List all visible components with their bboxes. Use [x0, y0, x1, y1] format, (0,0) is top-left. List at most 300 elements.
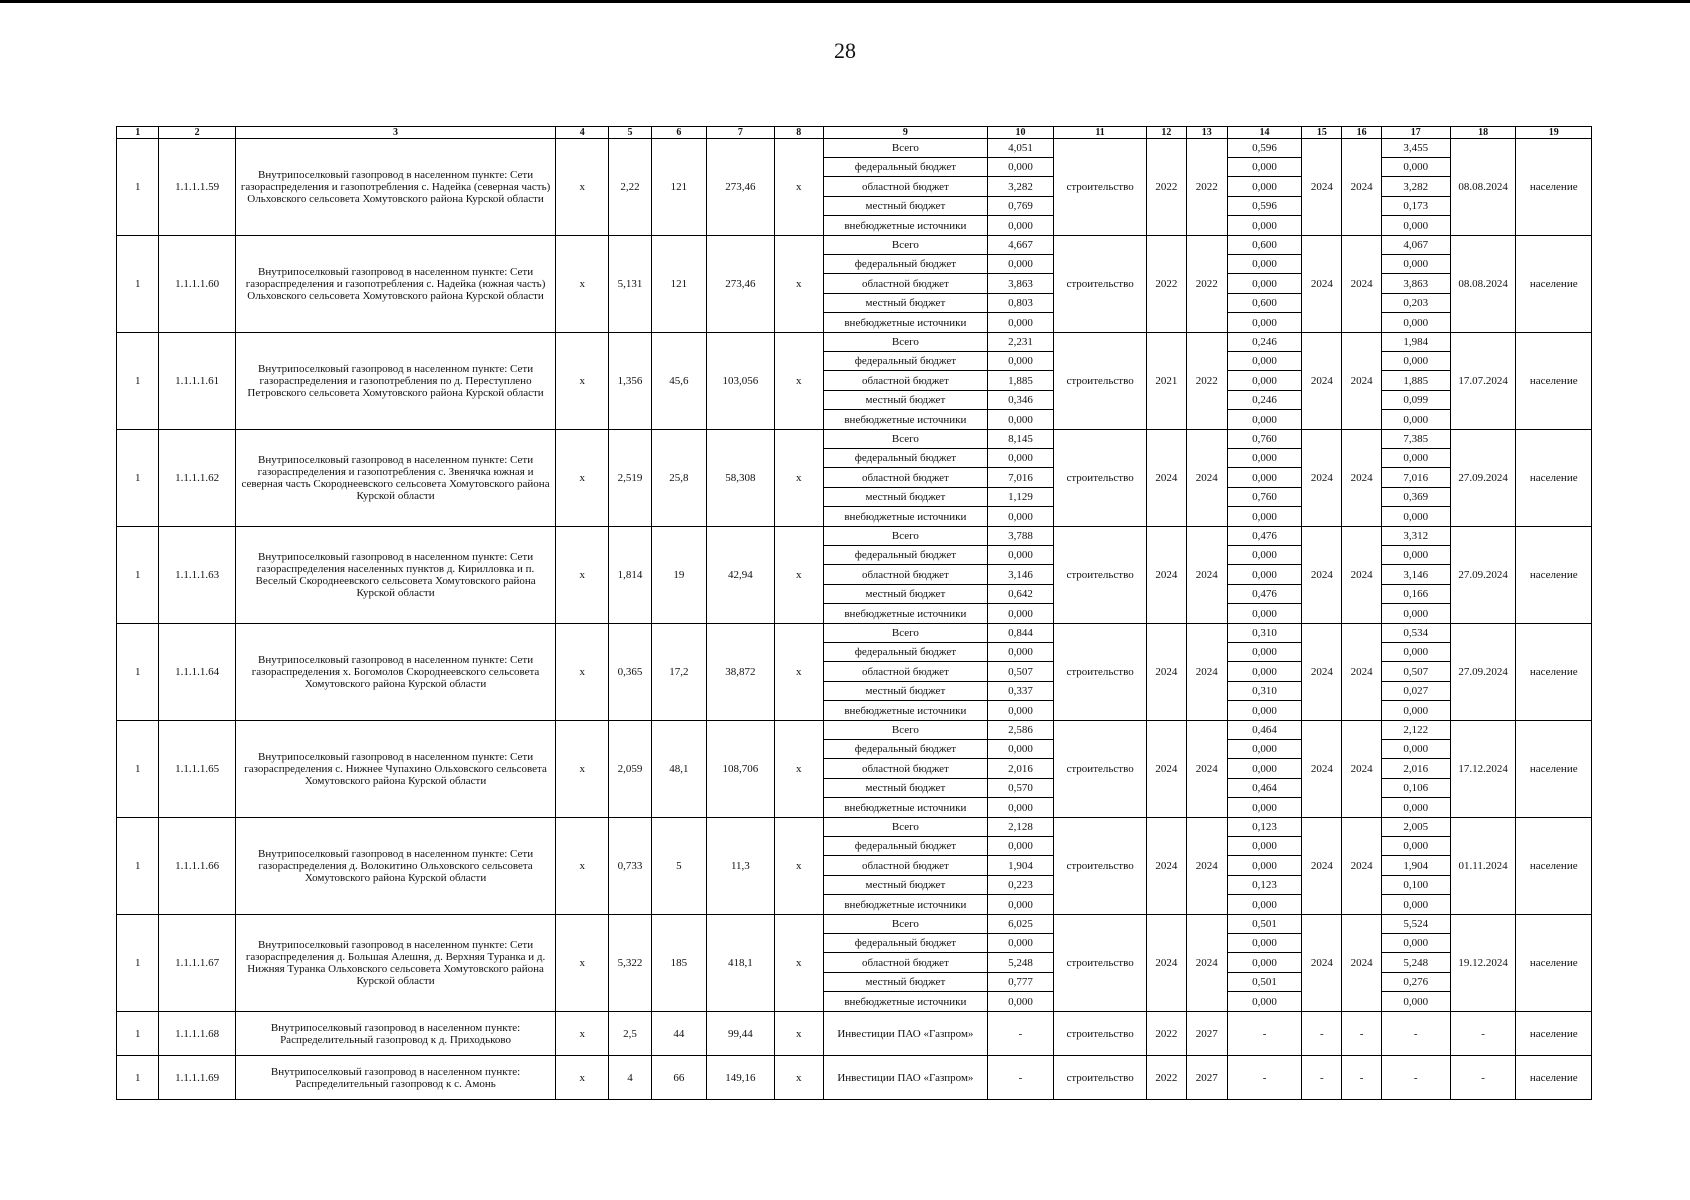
cell-col10: 5,248: [988, 953, 1054, 973]
cell-col5: 2,519: [609, 430, 651, 527]
cell-col1: 1: [117, 624, 159, 721]
funding-source: местный бюджет: [823, 488, 987, 507]
beneficiary: население: [1516, 915, 1592, 1012]
cell-col14: 0,596: [1227, 197, 1301, 216]
cell-col17: 0,000: [1381, 798, 1450, 818]
cell-col15: 2024: [1302, 915, 1342, 1012]
cell-col8: х: [774, 139, 823, 236]
cell-col1: 1: [117, 818, 159, 915]
table-row: [117, 1056, 1592, 1100]
completion-date: 17.07.2024: [1450, 333, 1516, 430]
cell-col14: 0,000: [1227, 798, 1301, 818]
completion-date: 08.08.2024: [1450, 236, 1516, 333]
cell-col10: 0,000: [988, 507, 1054, 527]
funding-source: внебюджетные источники: [823, 895, 987, 915]
cell-col14: 0,501: [1227, 973, 1301, 992]
cell-col17: 0,000: [1381, 992, 1450, 1012]
cell-col1: 1: [117, 139, 159, 236]
funding-source: областной бюджет: [823, 953, 987, 973]
work-type: строительство: [1053, 915, 1146, 1012]
column-header-1: 1: [117, 127, 159, 139]
object-code: 1.1.1.1.62: [159, 430, 235, 527]
cell-col17: 5,524: [1381, 915, 1450, 934]
cell-col7: 58,308: [706, 430, 774, 527]
cell-col17: 0,027: [1381, 682, 1450, 701]
cell-col14: 0,000: [1227, 507, 1301, 527]
work-type: строительство: [1053, 527, 1146, 624]
cell-col14: 0,000: [1227, 546, 1301, 565]
funding-source: внебюджетные источники: [823, 798, 987, 818]
cell-col17: 1,885: [1381, 371, 1450, 391]
cell-c18: -: [1450, 1012, 1516, 1056]
funding-source: внебюджетные источники: [823, 507, 987, 527]
table-row: [117, 624, 1592, 643]
cell-col13: 2024: [1186, 527, 1227, 624]
cell-col16: 2024: [1342, 721, 1381, 818]
funding-source: внебюджетные источники: [823, 313, 987, 333]
cell-col14: 0,000: [1227, 216, 1301, 236]
column-header-14: 14: [1227, 127, 1301, 139]
object-name: Внутрипоселковый газопровод в населенном пункте: Сети газораспределения и газопотребления с. Звенячка южная и северная часть Скороднеевского сельсовета Хомутовского района Курской области: [235, 430, 555, 527]
column-header-13: 13: [1186, 127, 1227, 139]
cell-col14: 0,000: [1227, 468, 1301, 488]
cell-col17: 0,000: [1381, 604, 1450, 624]
work-type: строительство: [1053, 721, 1146, 818]
cell-col5: 5,322: [609, 915, 651, 1012]
column-header-8: 8: [774, 127, 823, 139]
cell-col14: 0,476: [1227, 585, 1301, 604]
cell-col14: 0,600: [1227, 294, 1301, 313]
cell-col17: 0,000: [1381, 352, 1450, 371]
cell-c1: 1: [117, 1012, 159, 1056]
column-header-17: 17: [1381, 127, 1450, 139]
cell-c1: 1: [117, 1056, 159, 1100]
cell-col17: 0,276: [1381, 973, 1450, 992]
cell-col8: х: [774, 721, 823, 818]
completion-date: 19.12.2024: [1450, 915, 1516, 1012]
cell-c10: -: [988, 1056, 1054, 1100]
funding-source: Всего: [823, 624, 987, 643]
cell-col17: 0,000: [1381, 895, 1450, 915]
cell-col13: 2022: [1186, 139, 1227, 236]
cell-col16: 2024: [1342, 139, 1381, 236]
cell-col7: 11,3: [706, 818, 774, 915]
cell-col17: 0,203: [1381, 294, 1450, 313]
cell-col14: 0,000: [1227, 255, 1301, 274]
cell-col14: 0,760: [1227, 488, 1301, 507]
cell-col1: 1: [117, 721, 159, 818]
object-name: Внутрипоселковый газопровод в населенном пункте: Сети газораспределения с. Нижнее Чупахино Ольховского сельсовета Хомутовского района Курской области: [235, 721, 555, 818]
cell-col12: 2024: [1147, 818, 1186, 915]
table-row: [117, 139, 1592, 158]
cell-col14: 0,123: [1227, 818, 1301, 837]
cell-col17: 0,000: [1381, 313, 1450, 333]
funding-source: областной бюджет: [823, 565, 987, 585]
cell-c10: -: [988, 1012, 1054, 1056]
funding-source: федеральный бюджет: [823, 449, 987, 468]
cell-col17: 0,106: [1381, 779, 1450, 798]
cell-col17: 0,166: [1381, 585, 1450, 604]
cell-col17: 0,000: [1381, 449, 1450, 468]
funding-source: местный бюджет: [823, 973, 987, 992]
funding-source: внебюджетные источники: [823, 992, 987, 1012]
cell-col4: х: [556, 721, 609, 818]
cell-col17: 3,863: [1381, 274, 1450, 294]
cell-col4: х: [556, 139, 609, 236]
cell-col1: 1: [117, 333, 159, 430]
cell-col14: 0,310: [1227, 682, 1301, 701]
object-name: Внутрипоселковый газопровод в населенном пункте: Сети газораспределения и газопотребления по д. Переступлено Петровского сельсовета Хомутовского района Курской области: [235, 333, 555, 430]
cell-col6: 5: [651, 818, 706, 915]
column-header-6: 6: [651, 127, 706, 139]
object-code: 1.1.1.1.65: [159, 721, 235, 818]
cell-c4: х: [556, 1056, 609, 1100]
cell-col10: 0,844: [988, 624, 1054, 643]
column-header-10: 10: [988, 127, 1054, 139]
cell-col10: 0,000: [988, 216, 1054, 236]
object-name: Внутрипоселковый газопровод в населенном пункте: Сети газораспределения населенных пунктов д. Кирилловка и п. Веселый Скороднеевского сельсовета Хомутовского района Курской области: [235, 527, 555, 624]
cell-col14: 0,000: [1227, 759, 1301, 779]
cell-c7: 149,16: [706, 1056, 774, 1100]
cell-c8: х: [774, 1056, 823, 1100]
cell-col17: 2,122: [1381, 721, 1450, 740]
column-header-9: 9: [823, 127, 987, 139]
cell-c13: 2027: [1186, 1056, 1227, 1100]
cell-c15: -: [1302, 1056, 1342, 1100]
cell-col7: 273,46: [706, 139, 774, 236]
cell-col10: 0,000: [988, 740, 1054, 759]
cell-c15: -: [1302, 1012, 1342, 1056]
cell-col14: 0,000: [1227, 449, 1301, 468]
cell-col14: 0,000: [1227, 313, 1301, 333]
cell-col10: 0,570: [988, 779, 1054, 798]
cell-col12: 2021: [1147, 333, 1186, 430]
funding-source: местный бюджет: [823, 294, 987, 313]
column-header-2: 2: [159, 127, 235, 139]
funding-source: областной бюджет: [823, 759, 987, 779]
cell-col4: х: [556, 915, 609, 1012]
cell-col14: 0,476: [1227, 527, 1301, 546]
cell-col14: 0,000: [1227, 895, 1301, 915]
cell-col10: 0,507: [988, 662, 1054, 682]
cell-col15: 2024: [1302, 527, 1342, 624]
cell-col13: 2024: [1186, 624, 1227, 721]
object-code: 1.1.1.1.60: [159, 236, 235, 333]
cell-col10: 4,051: [988, 139, 1054, 158]
cell-col5: 2,22: [609, 139, 651, 236]
cell-col15: 2024: [1302, 139, 1342, 236]
table-row: [117, 1012, 1592, 1056]
cell-col17: 0,000: [1381, 643, 1450, 662]
cell-col10: 4,667: [988, 236, 1054, 255]
cell-col17: 4,067: [1381, 236, 1450, 255]
cell-col10: 0,000: [988, 352, 1054, 371]
funding-source: областной бюджет: [823, 274, 987, 294]
cell-col17: 2,016: [1381, 759, 1450, 779]
cell-col16: 2024: [1342, 236, 1381, 333]
column-header-3: 3: [235, 127, 555, 139]
cell-col10: 6,025: [988, 915, 1054, 934]
funding-source: Всего: [823, 430, 987, 449]
funding-source: федеральный бюджет: [823, 934, 987, 953]
cell-col16: 2024: [1342, 430, 1381, 527]
cell-col17: 1,984: [1381, 333, 1450, 352]
cell-col17: 0,100: [1381, 876, 1450, 895]
cell-col14: 0,000: [1227, 953, 1301, 973]
column-header-4: 4: [556, 127, 609, 139]
object-name: Внутрипоселковый газопровод в населенном пункте: Сети газораспределения х. Богомолов Скороднеевского сельсовета Хомутовского района Курской области: [235, 624, 555, 721]
cell-col6: 19: [651, 527, 706, 624]
cell-col14: 0,000: [1227, 992, 1301, 1012]
cell-col14: 0,464: [1227, 721, 1301, 740]
table-row: [117, 430, 1592, 449]
cell-col7: 103,056: [706, 333, 774, 430]
header-row: [117, 127, 1592, 139]
column-header-11: 11: [1053, 127, 1146, 139]
cell-col10: 0,000: [988, 643, 1054, 662]
cell-col10: 0,000: [988, 992, 1054, 1012]
cell-col4: х: [556, 818, 609, 915]
funding-source: местный бюджет: [823, 779, 987, 798]
cell-col17: 0,000: [1381, 216, 1450, 236]
beneficiary: население: [1516, 139, 1592, 236]
funding-source: областной бюджет: [823, 662, 987, 682]
work-type: строительство: [1053, 139, 1146, 236]
object-name: Внутрипоселковый газопровод в населенном пункте: Сети газораспределения д. Большая Алешня, д. Верхняя Туранка и д. Нижняя Туранка Ольховского сельсовета Хомутовского района Курской области: [235, 915, 555, 1012]
completion-date: 08.08.2024: [1450, 139, 1516, 236]
funding-source: Всего: [823, 818, 987, 837]
completion-date: 01.11.2024: [1450, 818, 1516, 915]
beneficiary: население: [1516, 721, 1592, 818]
cell-col14: 0,596: [1227, 139, 1301, 158]
funding-source: Инвестиции ПАО «Газпром»: [823, 1056, 987, 1100]
object-name: Внутрипоселковый газопровод в населенном пункте: Сети газораспределения д. Волокитино Ольховского сельсовета Хомутовского района Курской области: [235, 818, 555, 915]
funding-source: местный бюджет: [823, 682, 987, 701]
funding-source: Всего: [823, 527, 987, 546]
beneficiary: население: [1516, 624, 1592, 721]
funding-source: Всего: [823, 139, 987, 158]
object-code: 1.1.1.1.61: [159, 333, 235, 430]
cell-col17: 0,000: [1381, 546, 1450, 565]
cell-col13: 2022: [1186, 333, 1227, 430]
cell-col14: 0,000: [1227, 662, 1301, 682]
cell-col10: 1,129: [988, 488, 1054, 507]
cell-col7: 418,1: [706, 915, 774, 1012]
cell-col5: 0,733: [609, 818, 651, 915]
cell-col17: 0,000: [1381, 934, 1450, 953]
cell-col16: 2024: [1342, 915, 1381, 1012]
column-header-19: 19: [1516, 127, 1592, 139]
cell-col4: х: [556, 527, 609, 624]
funding-source: областной бюджет: [823, 468, 987, 488]
beneficiary: население: [1516, 527, 1592, 624]
work-type: строительство: [1053, 430, 1146, 527]
object-code: 1.1.1.1.67: [159, 915, 235, 1012]
funding-source: федеральный бюджет: [823, 158, 987, 177]
cell-col14: 0,000: [1227, 934, 1301, 953]
cell-col17: 3,455: [1381, 139, 1450, 158]
cell-col16: 2024: [1342, 818, 1381, 915]
beneficiary: население: [1516, 1012, 1592, 1056]
cell-col1: 1: [117, 236, 159, 333]
funding-source: внебюджетные источники: [823, 701, 987, 721]
cell-col6: 45,6: [651, 333, 706, 430]
cell-col12: 2024: [1147, 624, 1186, 721]
funding-source: областной бюджет: [823, 856, 987, 876]
funding-source: Всего: [823, 333, 987, 352]
cell-col12: 2024: [1147, 430, 1186, 527]
cell-col5: 5,131: [609, 236, 651, 333]
cell-col17: 7,385: [1381, 430, 1450, 449]
cell-col7: 108,706: [706, 721, 774, 818]
page-number: 28: [834, 38, 856, 63]
object-code: 1.1.1.1.66: [159, 818, 235, 915]
cell-col4: х: [556, 430, 609, 527]
cell-col5: 1,814: [609, 527, 651, 624]
cell-col10: 3,282: [988, 177, 1054, 197]
object-code: 1.1.1.1.68: [159, 1012, 235, 1056]
cell-col17: 0,000: [1381, 837, 1450, 856]
funding-source: Всего: [823, 236, 987, 255]
object-name: Внутрипоселковый газопровод в населенном пункте: Сети газораспределения и газопотребления с. Надейка (северная часть) Ольховского сельсовета Хомутовского района Курской области: [235, 139, 555, 236]
cell-col10: 2,231: [988, 333, 1054, 352]
table-body: [117, 139, 1592, 1100]
cell-col14: 0,000: [1227, 371, 1301, 391]
cell-col10: 0,346: [988, 391, 1054, 410]
cell-col10: 2,128: [988, 818, 1054, 837]
cell-c16: -: [1342, 1012, 1381, 1056]
completion-date: 27.09.2024: [1450, 624, 1516, 721]
completion-date: 27.09.2024: [1450, 430, 1516, 527]
cell-col5: 1,356: [609, 333, 651, 430]
cell-col17: 0,000: [1381, 255, 1450, 274]
cell-col13: 2024: [1186, 430, 1227, 527]
cell-col14: 0,246: [1227, 333, 1301, 352]
cell-col10: 0,000: [988, 798, 1054, 818]
cell-col13: 2022: [1186, 236, 1227, 333]
cell-col10: 0,803: [988, 294, 1054, 313]
cell-col6: 17,2: [651, 624, 706, 721]
cell-col10: 0,000: [988, 604, 1054, 624]
funding-source: внебюджетные источники: [823, 410, 987, 430]
cell-c8: х: [774, 1012, 823, 1056]
cell-col17: 3,146: [1381, 565, 1450, 585]
cell-col10: 0,000: [988, 410, 1054, 430]
cell-col10: 2,586: [988, 721, 1054, 740]
cell-col15: 2024: [1302, 236, 1342, 333]
cell-col5: 0,365: [609, 624, 651, 721]
cell-col4: х: [556, 236, 609, 333]
cell-col15: 2024: [1302, 818, 1342, 915]
cell-col16: 2024: [1342, 333, 1381, 430]
funding-source: местный бюджет: [823, 876, 987, 895]
object-name: Внутрипоселковый газопровод в населенном пункте: Сети газораспределения и газопотребления с. Надейка (южная часть) Ольховского сельсовета Хомутовского района Курской области: [235, 236, 555, 333]
cell-col17: 0,369: [1381, 488, 1450, 507]
cell-c18: -: [1450, 1056, 1516, 1100]
cell-col10: 2,016: [988, 759, 1054, 779]
cell-c14: -: [1227, 1012, 1301, 1056]
cell-col17: 0,507: [1381, 662, 1450, 682]
cell-col14: 0,501: [1227, 915, 1301, 934]
cell-col10: 0,000: [988, 837, 1054, 856]
work-type: строительство: [1053, 1012, 1146, 1056]
object-code: 1.1.1.1.63: [159, 527, 235, 624]
cell-col17: 5,248: [1381, 953, 1450, 973]
cell-col10: 3,788: [988, 527, 1054, 546]
work-type: строительство: [1053, 333, 1146, 430]
object-code: 1.1.1.1.59: [159, 139, 235, 236]
cell-col17: 0,000: [1381, 701, 1450, 721]
column-header-7: 7: [706, 127, 774, 139]
cell-col10: 3,146: [988, 565, 1054, 585]
cell-col10: 0,337: [988, 682, 1054, 701]
cell-col17: 2,005: [1381, 818, 1450, 837]
cell-col4: х: [556, 333, 609, 430]
cell-col15: 2024: [1302, 721, 1342, 818]
funding-source: федеральный бюджет: [823, 255, 987, 274]
cell-col10: 0,642: [988, 585, 1054, 604]
object-name: Внутрипоселковый газопровод в населенном пункте: Распределительный газопровод к с. Амонь: [235, 1056, 555, 1100]
cell-col6: 121: [651, 139, 706, 236]
cell-col14: 0,000: [1227, 837, 1301, 856]
completion-date: 17.12.2024: [1450, 721, 1516, 818]
cell-col17: 1,904: [1381, 856, 1450, 876]
cell-col6: 121: [651, 236, 706, 333]
funding-source: федеральный бюджет: [823, 740, 987, 759]
cell-col14: 0,464: [1227, 779, 1301, 798]
cell-col14: 0,246: [1227, 391, 1301, 410]
cell-col5: 2,059: [609, 721, 651, 818]
cell-col10: 0,769: [988, 197, 1054, 216]
cell-c6: 66: [651, 1056, 706, 1100]
work-type: строительство: [1053, 236, 1146, 333]
cell-c12: 2022: [1147, 1012, 1186, 1056]
cell-col6: 48,1: [651, 721, 706, 818]
table-row: [117, 818, 1592, 837]
cell-col14: 0,000: [1227, 177, 1301, 197]
cell-col17: 0,173: [1381, 197, 1450, 216]
cell-col10: 0,000: [988, 255, 1054, 274]
cell-col10: 0,777: [988, 973, 1054, 992]
table-row: [117, 333, 1592, 352]
cell-col10: 0,000: [988, 313, 1054, 333]
cell-col14: 0,000: [1227, 740, 1301, 759]
cell-col15: 2024: [1302, 333, 1342, 430]
cell-col1: 1: [117, 430, 159, 527]
cell-col8: х: [774, 818, 823, 915]
beneficiary: население: [1516, 236, 1592, 333]
cell-c17: -: [1381, 1012, 1450, 1056]
funding-source: внебюджетные источники: [823, 604, 987, 624]
cell-col10: 0,000: [988, 701, 1054, 721]
cell-col10: 1,904: [988, 856, 1054, 876]
page-top-border: [0, 0, 1690, 3]
cell-col10: 3,863: [988, 274, 1054, 294]
funding-source: Всего: [823, 915, 987, 934]
cell-col14: 0,000: [1227, 410, 1301, 430]
cell-col17: 3,282: [1381, 177, 1450, 197]
cell-col4: х: [556, 624, 609, 721]
cell-col16: 2024: [1342, 624, 1381, 721]
cell-col14: 0,760: [1227, 430, 1301, 449]
cell-col17: 0,000: [1381, 410, 1450, 430]
cell-col17: 0,534: [1381, 624, 1450, 643]
column-header-16: 16: [1342, 127, 1381, 139]
funding-source: Инвестиции ПАО «Газпром»: [823, 1012, 987, 1056]
object-code: 1.1.1.1.64: [159, 624, 235, 721]
cell-col17: 0,000: [1381, 158, 1450, 177]
cell-col14: 0,000: [1227, 158, 1301, 177]
